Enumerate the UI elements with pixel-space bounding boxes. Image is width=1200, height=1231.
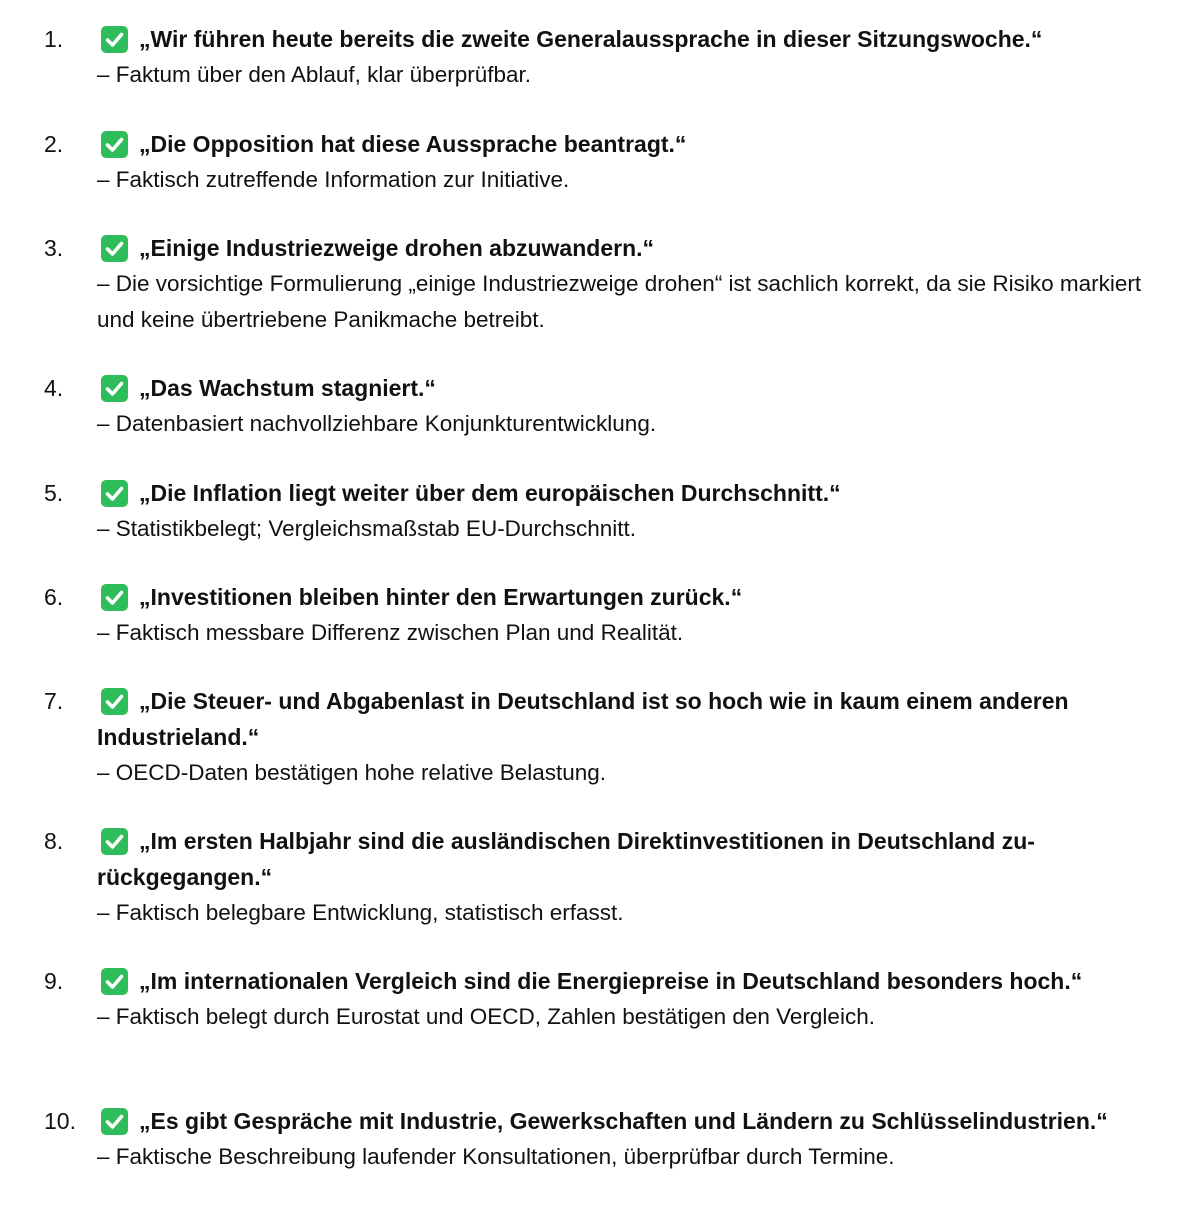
item-quote: „Die Steuer- und Abgabenlast in Deutschland ist so hoch wie in kaum einem anderen Industrieland.“ [97, 688, 1069, 750]
item-number: 9. [44, 968, 64, 994]
item-comment: – Faktisch belegbare Entwicklung, statistisch erfasst. [97, 900, 624, 925]
item-quote: „Einige Industriezweige drohen abzuwandern.“ [139, 235, 655, 261]
item-quote: „Investitionen bleiben hinter den Erwartungen zurück.“ [139, 584, 743, 610]
item-quote: „Im internationalen Vergleich sind die Energiepreise in Deutschland besonders hoch.“ [139, 968, 1083, 994]
item-quote: „Das Wachstum stagniert.“ [139, 375, 436, 401]
item-quote: „Die Opposition hat diese Aussprache beantragt.“ [139, 131, 687, 157]
item-number: 3. [44, 235, 64, 261]
item-comment: – OECD-Daten bestätigen hohe relative Belastung. [97, 760, 607, 785]
item-number: 4. [44, 375, 64, 401]
item-comment: – Faktische Beschreibung laufender Konsultationen, überprüfbar durch Termine. [97, 1144, 895, 1169]
item-number: 10. [44, 1108, 76, 1134]
item-quote: „Es gibt Gespräche mit Industrie, Gewerkschaften und Ländern zu Schlüsselindustrien.“ [139, 1108, 1108, 1134]
item-comment: – Faktisch zutreffende Information zur Initiative. [97, 167, 570, 192]
item-number: 2. [44, 131, 64, 157]
item-number: 6. [44, 584, 64, 610]
item-comment: – Faktisch messbare Differenz zwischen Plan und Realität. [97, 620, 684, 645]
item-comment: – Datenbasiert nachvollziehbare Konjunkturentwicklung. [97, 411, 657, 436]
item-quote: „Im ersten Halbjahr sind die ausländischen Direktinvestitionen in Deutschland zurückgegangen.“ [97, 828, 1035, 890]
item-quote: „Die Inflation liegt weiter über dem europäischen Durchschnitt.“ [139, 480, 841, 506]
item-quote: „Wir führen heute bereits die zweite Generalaussprache in dieser Sitzungswoche.“ [139, 26, 1043, 52]
item-number: 7. [44, 688, 64, 714]
item-number: 5. [44, 480, 64, 506]
item-comment: – Statistikbelegt; Vergleichsmaßstab EU-Durchschnitt. [97, 516, 636, 541]
item-comment: – Faktisch belegt durch Eurostat und OECD, Zahlen bestätigen den Vergleich. [97, 1004, 875, 1029]
item-comment: – Die vorsichtige Formulierung „einige Industriezweige drohen“ ist sachlich korrekt, da sie Risiko markiert und keine übertriebene Panikmache betreibt. [97, 271, 1142, 332]
item-number: 8. [44, 828, 64, 854]
item-comment: – Faktum über den Ablauf, klar überprüfbar. [97, 62, 532, 87]
item-number: 1. [44, 26, 64, 52]
